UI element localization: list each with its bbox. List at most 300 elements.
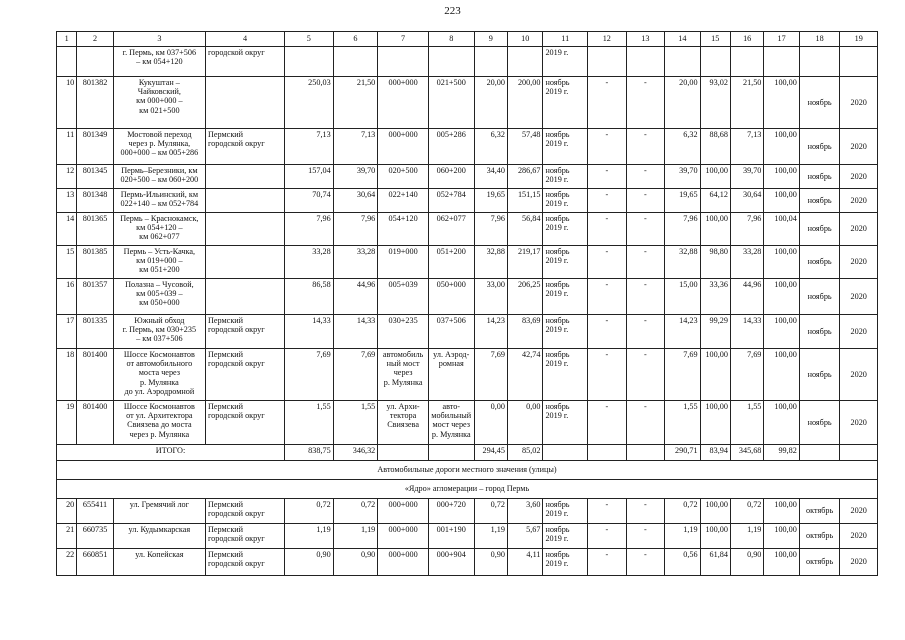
continued-row [57, 47, 878, 77]
cell-district: Пермский городской округ [205, 129, 284, 165]
total-c16: 345,68 [730, 445, 763, 461]
cell-end: 000+720 [428, 499, 474, 524]
cell-month: ноябрь [799, 246, 840, 279]
table-row [57, 349, 878, 401]
section-title-row [57, 461, 878, 480]
cell-c17: 100,04 [764, 213, 799, 246]
cell-c10: 3,60 [507, 499, 542, 524]
cell-c15: 93,02 [700, 77, 730, 129]
cell-c16: 44,96 [730, 279, 763, 315]
total-empty [428, 445, 474, 461]
header-col-9: 9 [474, 32, 507, 47]
cell-district: Пермский городской округ [205, 315, 284, 349]
cell-c15: 100,00 [700, 524, 730, 549]
cell-c9: 14,23 [474, 315, 507, 349]
header-col-11: 11 [543, 32, 588, 47]
header-col-2: 2 [77, 32, 113, 47]
cell-c12: - [588, 129, 627, 165]
cell-c14: 1,55 [665, 401, 700, 445]
cell-name: Кукуштан – Чайковский, км 000+000 – км 021+500 [113, 77, 205, 129]
cell-row-number: 22 [57, 549, 77, 576]
cell-c12: - [588, 401, 627, 445]
cell-c14: 19,65 [665, 189, 700, 213]
cell-c9: 20,00 [474, 77, 507, 129]
cell-c10: 42,74 [507, 349, 542, 401]
header-col-18: 18 [799, 32, 840, 47]
cell-c5: 7,96 [285, 213, 334, 246]
header-col-1: 1 [57, 32, 77, 47]
cell-c5: 0,90 [285, 549, 334, 576]
total-empty [378, 445, 429, 461]
cell-c5: 7,69 [285, 349, 334, 401]
header-col-12: 12 [588, 32, 627, 47]
cell-start: 000+000 [378, 77, 429, 129]
total-c6: 346,32 [333, 445, 378, 461]
cell-row-number: 19 [57, 401, 77, 445]
cell-c15: 100,00 [700, 213, 730, 246]
cell-name: Шоссе Космонавтов от автомобильного моста через р. Мулянка до ул. Аэродромной [113, 349, 205, 401]
cell-c14: 14,23 [665, 315, 700, 349]
cell-c15: 100,00 [700, 349, 730, 401]
cell-c14: 20,00 [665, 77, 700, 129]
cell-c12: - [588, 524, 627, 549]
cell-c16: 21,50 [730, 77, 763, 129]
cell-c6: 0,72 [333, 499, 378, 524]
cell-year: 2020 [840, 549, 878, 576]
subsection-title: «Ядро» агломерации – город Пермь [57, 480, 878, 499]
cell-end: 001+190 [428, 524, 474, 549]
cell-start: 000+000 [378, 524, 429, 549]
cell-road-id: 660735 [77, 524, 113, 549]
total-empty [588, 445, 627, 461]
cell-c13: - [626, 315, 665, 349]
cell-start: 019+000 [378, 246, 429, 279]
cell-c16: 7,69 [730, 349, 763, 401]
cell-c16: 0,90 [730, 549, 763, 576]
cell-year: 2020 [840, 189, 878, 213]
cell-c13: - [626, 129, 665, 165]
cell-end: 051+200 [428, 246, 474, 279]
cell-date: ноябрь 2019 г. [543, 315, 588, 349]
cell-row-number: 13 [57, 189, 77, 213]
cell-row-number: 11 [57, 129, 77, 165]
cell-c10: 286,67 [507, 165, 542, 189]
cell-c5: 70,74 [285, 189, 334, 213]
header-col-17: 17 [764, 32, 799, 47]
cell-c10: 4,11 [507, 549, 542, 576]
cell-month: ноябрь [799, 213, 840, 246]
total-label: ИТОГО: [57, 445, 285, 461]
cell-end: 005+286 [428, 129, 474, 165]
cell-c16: 14,33 [730, 315, 763, 349]
cell-c6: 1,55 [333, 401, 378, 445]
cell-road-id: 801385 [77, 246, 113, 279]
cell-c12: - [588, 189, 627, 213]
cell-c6: 1,19 [333, 524, 378, 549]
cell-year: 2020 [840, 246, 878, 279]
cell-district: городской округ [205, 47, 284, 77]
cell-name: ул. Копейская [113, 549, 205, 576]
cell-c17: 100,00 [764, 349, 799, 401]
cell-c14: 0,72 [665, 499, 700, 524]
cell-c9: 0,00 [474, 401, 507, 445]
cell-row-number: 16 [57, 279, 77, 315]
cell-district: Пермский городской округ [205, 524, 284, 549]
cell-row-number: 20 [57, 499, 77, 524]
cell-end: 052+784 [428, 189, 474, 213]
cell-c13: - [626, 213, 665, 246]
cell-end: 000+904 [428, 549, 474, 576]
cell-district [205, 165, 284, 189]
cell-year: 2020 [840, 129, 878, 165]
cell-district [205, 246, 284, 279]
cell-c5: 0,72 [285, 499, 334, 524]
table-row [57, 401, 878, 445]
cell-c5: 86,58 [285, 279, 334, 315]
cell-month: ноябрь [799, 279, 840, 315]
cell-month: октябрь [799, 524, 840, 549]
total-empty [543, 445, 588, 461]
cell-c10: 151,15 [507, 189, 542, 213]
cell-road-id: 655411 [77, 499, 113, 524]
cell-c10: 83,69 [507, 315, 542, 349]
cell-c17: 100,00 [764, 549, 799, 576]
cell-name: Полазна – Чусовой, км 005+039 – км 050+000 [113, 279, 205, 315]
cell-c15: 33,36 [700, 279, 730, 315]
cell-c10: 56,84 [507, 213, 542, 246]
table-row [57, 499, 878, 524]
cell-c17: 100,00 [764, 315, 799, 349]
cell-name: Пермь–Березники, км 020+500 – км 060+200 [113, 165, 205, 189]
header-col-15: 15 [700, 32, 730, 47]
total-empty [840, 445, 878, 461]
cell-start: ул. Архи- тектора Свиязева [378, 401, 429, 445]
cell-c13: - [626, 279, 665, 315]
cell-c15: 88,68 [700, 129, 730, 165]
cell-c12: - [588, 349, 627, 401]
table-row [57, 129, 878, 165]
cell-date: ноябрь 2019 г. [543, 77, 588, 129]
header-col-14: 14 [665, 32, 700, 47]
cell-year: 2020 [840, 213, 878, 246]
cell-c12: - [588, 315, 627, 349]
cell-road-id: 801335 [77, 315, 113, 349]
subsection-title-row [57, 480, 878, 499]
cell-start: 000+000 [378, 549, 429, 576]
cell-c13: - [626, 524, 665, 549]
cell-date: ноябрь 2019 г. [543, 213, 588, 246]
cell-c12: - [588, 279, 627, 315]
cell-c10: 219,17 [507, 246, 542, 279]
cell-c5: 33,28 [285, 246, 334, 279]
cell-date: ноябрь 2019 г. [543, 499, 588, 524]
table-row [57, 524, 878, 549]
cell-date: 2019 г. [543, 47, 588, 77]
table-row [57, 213, 878, 246]
cell-c17: 100,00 [764, 129, 799, 165]
cell-c16: 1,19 [730, 524, 763, 549]
cell-date: ноябрь 2019 г. [543, 279, 588, 315]
cell-row-number: 21 [57, 524, 77, 549]
table-row [57, 279, 878, 315]
cell-month: ноябрь [799, 189, 840, 213]
cell-name: Пермь – Краснокамск, км 054+120 – км 062+077 [113, 213, 205, 246]
cell-c9: 33,00 [474, 279, 507, 315]
cell-c13: - [626, 246, 665, 279]
cell-start: 020+500 [378, 165, 429, 189]
table-row [57, 77, 878, 129]
total-empty [799, 445, 840, 461]
cell-c12: - [588, 77, 627, 129]
cell-c13: - [626, 77, 665, 129]
cell-c16: 1,55 [730, 401, 763, 445]
header-col-13: 13 [626, 32, 665, 47]
total-row [57, 445, 878, 461]
cell-road-id: 801400 [77, 349, 113, 401]
cell-month: ноябрь [799, 315, 840, 349]
cell-name: ул. Гремячий лог [113, 499, 205, 524]
cell-c14: 6,32 [665, 129, 700, 165]
cell-c15: 98,80 [700, 246, 730, 279]
table-row [57, 315, 878, 349]
cell-c10: 0,00 [507, 401, 542, 445]
cell-name: Мостовой переход через р. Мулянка, 000+000 – км 005+286 [113, 129, 205, 165]
cell-start: 005+039 [378, 279, 429, 315]
total-c15: 83,94 [700, 445, 730, 461]
cell-c17: 100,00 [764, 165, 799, 189]
cell-year: 2020 [840, 499, 878, 524]
cell-year: 2020 [840, 349, 878, 401]
cell-c13: - [626, 349, 665, 401]
cell-district: Пермский городской округ [205, 549, 284, 576]
header-col-19: 19 [840, 32, 878, 47]
cell-c10: 5,67 [507, 524, 542, 549]
cell-c6: 39,70 [333, 165, 378, 189]
cell-c17: 100,00 [764, 401, 799, 445]
cell-c15: 100,00 [700, 499, 730, 524]
cell-c15: 100,00 [700, 165, 730, 189]
cell-start: автомобиль ный мост через р. Мулянка [378, 349, 429, 401]
cell-end: 062+077 [428, 213, 474, 246]
cell-c5: 14,33 [285, 315, 334, 349]
cell-start: 000+000 [378, 129, 429, 165]
total-c10: 85,02 [507, 445, 542, 461]
cell-c9: 0,90 [474, 549, 507, 576]
cell-month: ноябрь [799, 401, 840, 445]
cell-c12: - [588, 499, 627, 524]
cell-c9: 1,19 [474, 524, 507, 549]
road-table [56, 31, 878, 576]
cell-c17: 100,00 [764, 524, 799, 549]
cell-row-number: 17 [57, 315, 77, 349]
cell-c13: - [626, 165, 665, 189]
cell-district: Пермский городской округ [205, 349, 284, 401]
cell-c6: 7,13 [333, 129, 378, 165]
cell-row-number: 15 [57, 246, 77, 279]
header-col-10: 10 [507, 32, 542, 47]
cell-c17: 100,00 [764, 246, 799, 279]
cell-c12: - [588, 213, 627, 246]
cell-c9: 32,88 [474, 246, 507, 279]
cell-c9: 7,69 [474, 349, 507, 401]
cell-road-id: 801345 [77, 165, 113, 189]
header-col-6: 6 [333, 32, 378, 47]
header-col-3: 3 [113, 32, 205, 47]
cell-date: ноябрь 2019 г. [543, 349, 588, 401]
cell-date: ноябрь 2019 г. [543, 189, 588, 213]
cell-name: Пермь – Усть-Качка, км 019+000 – км 051+200 [113, 246, 205, 279]
cell-district: Пермский городской округ [205, 401, 284, 445]
cell-c5: 7,13 [285, 129, 334, 165]
cell-c13: - [626, 401, 665, 445]
cell-row-number: 12 [57, 165, 77, 189]
cell-c6: 44,96 [333, 279, 378, 315]
cell-c5: 1,19 [285, 524, 334, 549]
cell-c15: 99,29 [700, 315, 730, 349]
cell-c5: 157,04 [285, 165, 334, 189]
cell-district [205, 213, 284, 246]
cell-c13: - [626, 189, 665, 213]
cell-road-id: 801349 [77, 129, 113, 165]
cell-year: 2020 [840, 315, 878, 349]
cell-end: авто- мобильный мост через р. Мулянка [428, 401, 474, 445]
header-col-4: 4 [205, 32, 284, 47]
page-number: 223 [444, 5, 461, 17]
cell-c16: 0,72 [730, 499, 763, 524]
cell-c9: 7,96 [474, 213, 507, 246]
header-col-16: 16 [730, 32, 763, 47]
cell-name: г. Пермь, км 037+506 – км 054+120 [113, 47, 205, 77]
cell-district: Пермский городской округ [205, 499, 284, 524]
cell-c15: 100,00 [700, 401, 730, 445]
cell-c13: - [626, 499, 665, 524]
cell-c5: 1,55 [285, 401, 334, 445]
cell-row-number: 10 [57, 77, 77, 129]
cell-month: ноябрь [799, 165, 840, 189]
cell-c16: 30,64 [730, 189, 763, 213]
cell-c12: - [588, 246, 627, 279]
cell-road-id: 660851 [77, 549, 113, 576]
cell-road-id: 801365 [77, 213, 113, 246]
cell-c17: 100,00 [764, 189, 799, 213]
cell-c14: 32,88 [665, 246, 700, 279]
cell-district [205, 279, 284, 315]
cell-c12: - [588, 549, 627, 576]
cell-c6: 0,90 [333, 549, 378, 576]
cell-c16: 7,96 [730, 213, 763, 246]
cell-date: ноябрь 2019 г. [543, 129, 588, 165]
cell-c10: 57,48 [507, 129, 542, 165]
cell-c16: 33,28 [730, 246, 763, 279]
total-c14: 290,71 [665, 445, 700, 461]
table-row [57, 165, 878, 189]
cell-c16: 7,13 [730, 129, 763, 165]
cell-district [205, 189, 284, 213]
cell-c17: 100,00 [764, 279, 799, 315]
cell-name: Шоссе Космонавтов от ул. Архитектора Свиязева до моста через р. Мулянка [113, 401, 205, 445]
cell-name: Пермь-Ильинский, км 022+140 – км 052+784 [113, 189, 205, 213]
table-body [57, 32, 878, 576]
cell-date: ноябрь 2019 г. [543, 246, 588, 279]
cell-year: 2020 [840, 77, 878, 129]
cell-month: ноябрь [799, 349, 840, 401]
cell-c10: 200,00 [507, 77, 542, 129]
cell-row-number: 14 [57, 213, 77, 246]
header-col-8: 8 [428, 32, 474, 47]
cell-c12: - [588, 165, 627, 189]
cell-end: ул. Аэрод- ромная [428, 349, 474, 401]
cell-c14: 1,19 [665, 524, 700, 549]
cell-year: 2020 [840, 279, 878, 315]
cell-date: ноябрь 2019 г. [543, 549, 588, 576]
cell-name: ул. Кудымкарская [113, 524, 205, 549]
cell-road-id: 801357 [77, 279, 113, 315]
cell-c14: 7,96 [665, 213, 700, 246]
cell-date: ноябрь 2019 г. [543, 524, 588, 549]
table-row [57, 549, 878, 576]
cell-start: 022+140 [378, 189, 429, 213]
header-col-5: 5 [285, 32, 334, 47]
cell-road-id: 801382 [77, 77, 113, 129]
header-row [57, 32, 878, 47]
cell-date: ноябрь 2019 г. [543, 165, 588, 189]
cell-c13: - [626, 549, 665, 576]
section-title: Автомобильные дороги местного значения (улицы) [57, 461, 878, 480]
cell-month: ноябрь [799, 77, 840, 129]
total-c5: 838,75 [285, 445, 334, 461]
header-col-7: 7 [378, 32, 429, 47]
cell-c6: 33,28 [333, 246, 378, 279]
cell-c14: 15,00 [665, 279, 700, 315]
cell-year: 2020 [840, 524, 878, 549]
cell-start: 054+120 [378, 213, 429, 246]
total-c9: 294,45 [474, 445, 507, 461]
cell-c15: 64,12 [700, 189, 730, 213]
cell-c14: 0,56 [665, 549, 700, 576]
cell-c5: 250,03 [285, 77, 334, 129]
cell-c15: 61,84 [700, 549, 730, 576]
cell-month: октябрь [799, 499, 840, 524]
cell-start: 000+000 [378, 499, 429, 524]
cell-month: ноябрь [799, 129, 840, 165]
table-row [57, 246, 878, 279]
cell-c9: 0,72 [474, 499, 507, 524]
cell-c6: 30,64 [333, 189, 378, 213]
cell-end: 021+500 [428, 77, 474, 129]
cell-c9: 6,32 [474, 129, 507, 165]
cell-end: 037+506 [428, 315, 474, 349]
cell-c16: 39,70 [730, 165, 763, 189]
cell-date: ноябрь 2019 г. [543, 401, 588, 445]
cell-start: 030+235 [378, 315, 429, 349]
cell-year: 2020 [840, 165, 878, 189]
cell-c17: 100,00 [764, 499, 799, 524]
cell-c6: 21,50 [333, 77, 378, 129]
total-c17: 99,82 [764, 445, 799, 461]
cell-c9: 19,65 [474, 189, 507, 213]
cell-c17: 100,00 [764, 77, 799, 129]
cell-c6: 7,69 [333, 349, 378, 401]
cell-year: 2020 [840, 401, 878, 445]
cell-district [205, 77, 284, 129]
cell-name: Южный обход г. Пермь, км 030+235 – км 037+506 [113, 315, 205, 349]
cell-road-id: 801348 [77, 189, 113, 213]
table-row [57, 189, 878, 213]
cell-month: октябрь [799, 549, 840, 576]
cell-end: 060+200 [428, 165, 474, 189]
cell-c10: 206,25 [507, 279, 542, 315]
cell-end: 050+000 [428, 279, 474, 315]
